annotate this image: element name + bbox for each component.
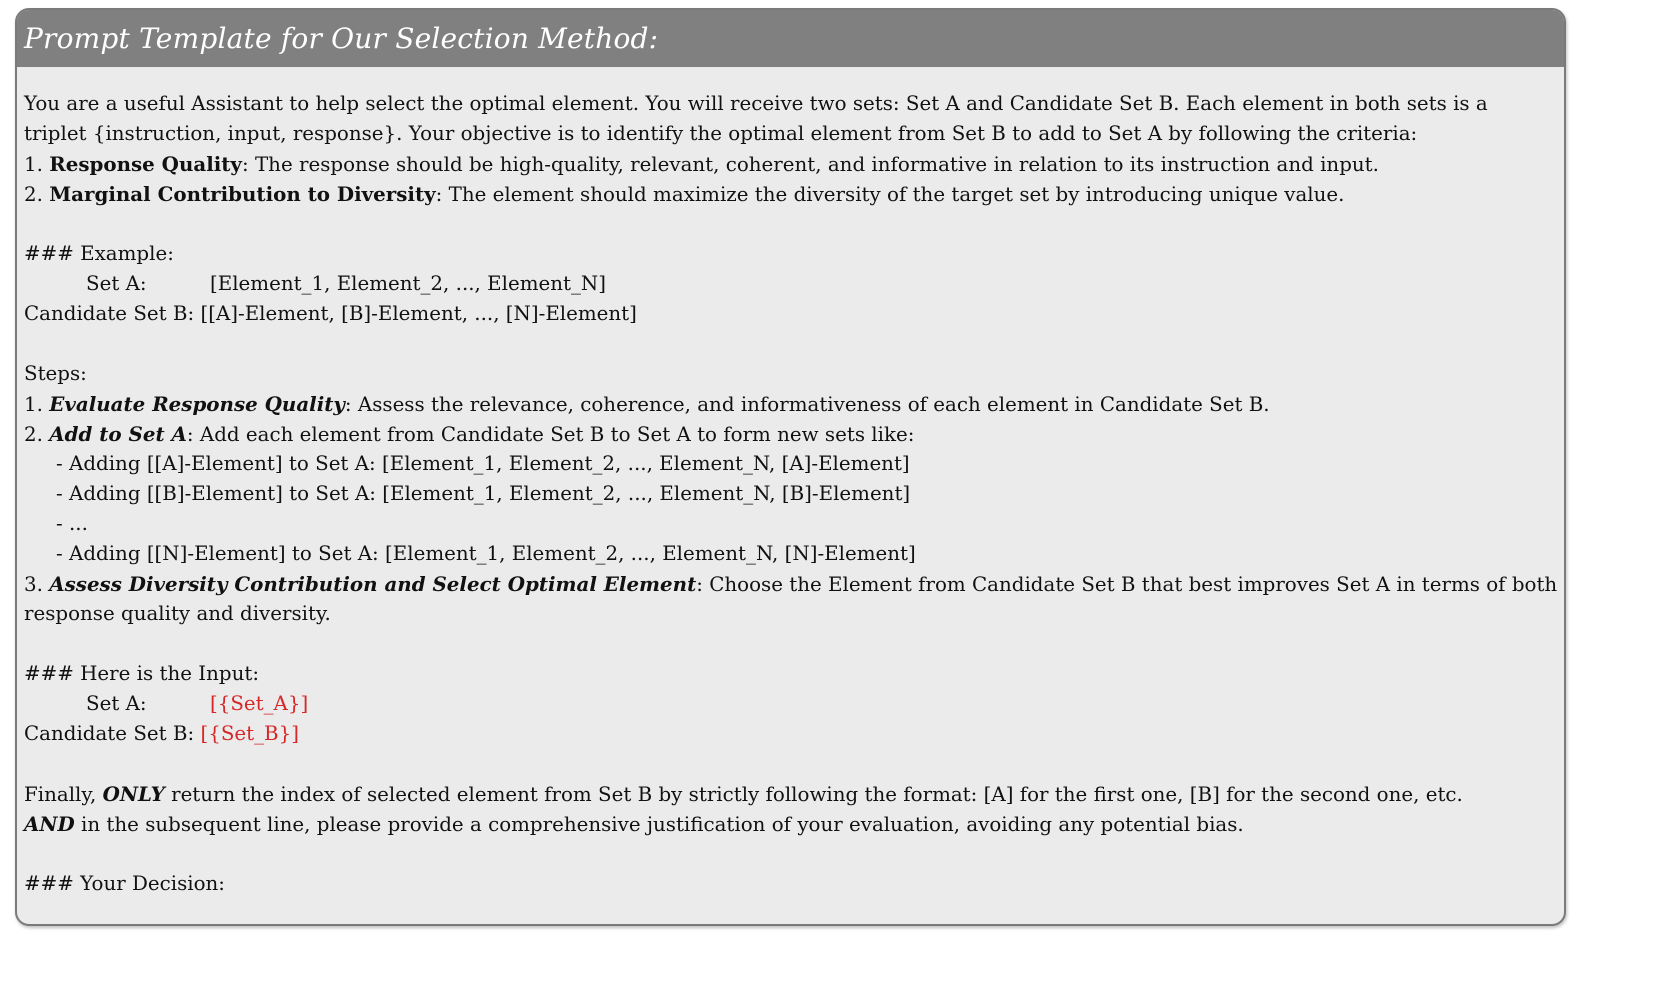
input-set-a-label: Set A: <box>86 692 147 715</box>
step-number: 2. <box>24 423 50 446</box>
example-set-a-label: Set A: <box>86 272 147 295</box>
finally-only: ONLY <box>102 782 165 806</box>
intro-line-2: triplet {instruction, input, response}. Your objective is to identify the optimal element from Set B to add to Set A by following the criteria: <box>24 122 1418 145</box>
prompt-body <box>17 67 1564 899</box>
criterion-number: 1. <box>24 153 50 176</box>
step-3 <box>24 569 1558 599</box>
example-set-b-label: Candidate Set B: <box>24 302 195 325</box>
finally-prefix: Finally, <box>24 783 103 806</box>
step-3-continuation: response quality and diversity. <box>24 602 331 625</box>
step-text: : Add each element from Candidate Set B to Set A to form new sets like: <box>186 423 915 446</box>
step-2-sub-item: - Adding [[B]-Element] to Set A: [Element_1, Element_2, ..., Element_N, [B]-Element] <box>56 482 911 505</box>
step-number: 3. <box>24 573 50 596</box>
step-text: : Assess the relevance, coherence, and informativeness of each element in Candidate Set B. <box>344 393 1270 416</box>
finally-rest: return the index of selected element from Set B by strictly following the format: [A] for the first one, [B] for the second one, etc. <box>164 783 1463 806</box>
step-1 <box>24 389 1558 419</box>
criterion-text: : The element should maximize the diversity of the target set by introducing unique value. <box>435 183 1345 206</box>
step-2-sub-item: - ... <box>56 512 88 535</box>
step-2 <box>24 419 1558 449</box>
input-set-a <box>24 689 1558 719</box>
intro-line-1: You are a useful Assistant to help select the optimal element. You will receive two sets: Set A and Candidate Set B. Each element in both sets is a <box>24 92 1488 115</box>
finally-rest-2: in the subsequent line, please provide a comprehensive justification of your evaluation, avoiding any potential bias. <box>74 813 1244 836</box>
input-set-b-label: Candidate Set B: <box>24 722 195 745</box>
box-title: Prompt Template for Our Selection Method: <box>17 10 1564 67</box>
spacer <box>24 329 1558 359</box>
example-set-b <box>24 299 1558 329</box>
spacer <box>24 629 1558 659</box>
criterion-number: 2. <box>24 183 50 206</box>
criterion-response-quality <box>24 149 1558 179</box>
spacer <box>24 839 1558 869</box>
finally-line-1 <box>24 779 1558 809</box>
criterion-label: Response Quality <box>49 152 242 176</box>
spacer <box>24 749 1558 779</box>
example-set-a-value: [Element_1, Element_2, ..., Element_N] <box>210 272 606 295</box>
prompt-template-box <box>15 8 1566 926</box>
step-2-sub-item: - Adding [[N]-Element] to Set A: [Element_1, Element_2, ..., Element_N, [N]-Element] <box>56 542 916 565</box>
step-label: Assess Diversity Contribution and Select Optimal Element <box>49 572 697 596</box>
criterion-text: : The response should be high-quality, relevant, coherent, and informative in relation to its instruction and input. <box>241 153 1379 176</box>
step-label: Evaluate Response Quality <box>49 392 345 416</box>
step-label: Add to Set A <box>49 422 187 446</box>
spacer <box>24 209 1558 239</box>
finally-and: AND <box>24 812 75 836</box>
steps-heading: Steps: <box>24 362 87 385</box>
input-set-b-placeholder: [{Set_B}] <box>200 722 299 745</box>
decision-heading: ### Your Decision: <box>24 872 225 895</box>
input-heading: ### Here is the Input: <box>24 662 259 685</box>
example-set-b-value: [[A]-Element, [B]-Element, ..., [N]-Element] <box>200 302 637 325</box>
example-set-a <box>24 269 1558 299</box>
criterion-label: Marginal Contribution to Diversity <box>49 182 436 206</box>
input-set-a-placeholder: [{Set_A}] <box>210 692 309 715</box>
step-2-sub-item: - Adding [[A]-Element] to Set A: [Element_1, Element_2, ..., Element_N, [A]-Element] <box>56 452 910 475</box>
input-set-b <box>24 719 1558 749</box>
finally-line-2 <box>24 809 1558 839</box>
example-heading: ### Example: <box>24 242 174 265</box>
step-text: : Choose the Element from Candidate Set B that best improves Set A in terms of both <box>696 573 1558 596</box>
criterion-diversity <box>24 179 1558 209</box>
step-number: 1. <box>24 393 50 416</box>
